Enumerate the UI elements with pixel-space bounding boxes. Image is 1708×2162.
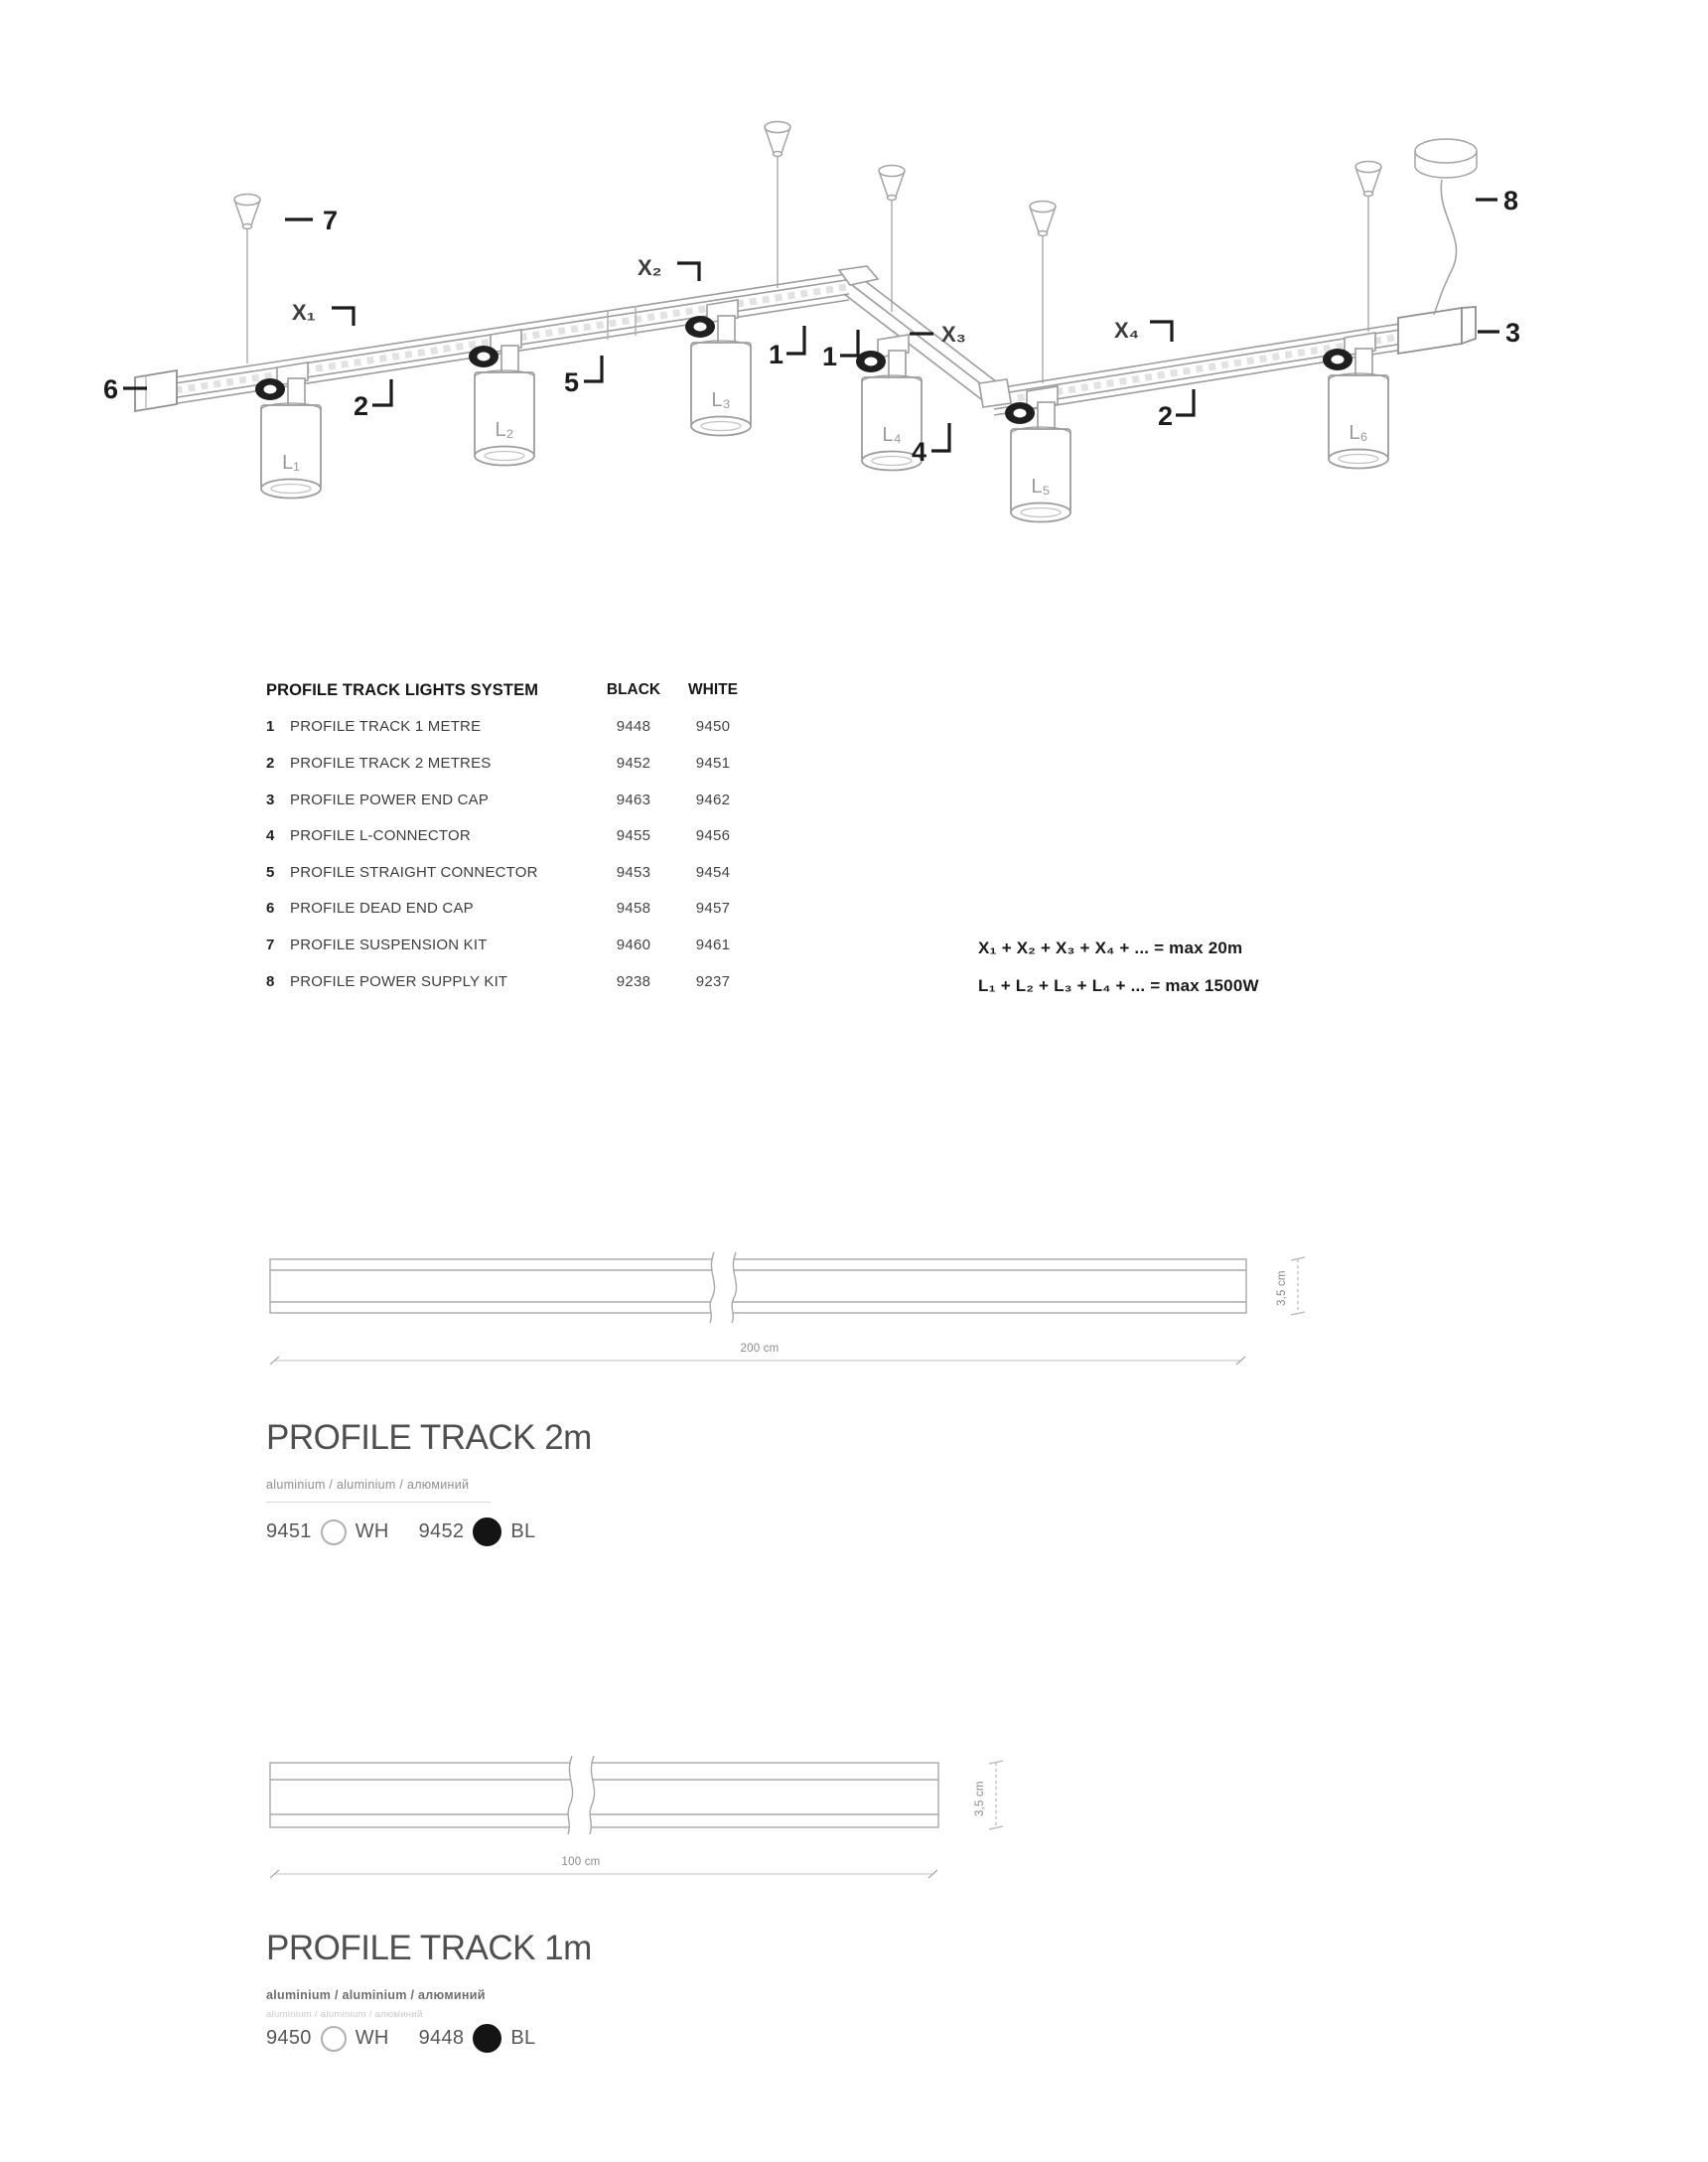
code-item xyxy=(419,1517,536,1546)
white-swatch-icon xyxy=(321,2026,347,2052)
length-dimension-label: 100 cm xyxy=(561,1856,601,1868)
finish-label: WH xyxy=(355,1520,389,1542)
lamp-label-l6: L₆ xyxy=(1349,422,1368,444)
finish-label: BL xyxy=(510,1520,536,1542)
row-num: 1 xyxy=(266,718,275,736)
row-num: 7 xyxy=(266,936,275,953)
spot-lamp-5 xyxy=(1005,386,1070,522)
row-code-white: 9461 xyxy=(695,936,731,953)
l-connector-bottom xyxy=(979,379,1011,407)
product-code: 9452 xyxy=(418,1520,465,1542)
row-code-black: 9463 xyxy=(616,791,651,808)
codes-row-track-2m xyxy=(266,1517,535,1546)
length-dimension-label: 200 cm xyxy=(740,1343,780,1355)
row-name: PROFILE POWER END CAP xyxy=(290,791,490,808)
callout-8: 8 xyxy=(1503,186,1519,216)
power-supply-kit xyxy=(1415,139,1477,315)
break-symbol xyxy=(568,1756,595,1834)
row-code-white: 9451 xyxy=(695,754,731,772)
height-dimension-label: 3,5 cm xyxy=(974,1781,986,1816)
track-runs xyxy=(149,274,1465,415)
spot-lamp-3 xyxy=(685,300,751,436)
row-name: PROFILE TRACK 1 METRE xyxy=(290,718,482,736)
track-1m-drawing xyxy=(266,1743,1061,1892)
dead-end-cap xyxy=(135,370,177,411)
row-num: 4 xyxy=(266,827,275,845)
row-code-black: 9460 xyxy=(616,936,651,953)
callout-x4: X₄ xyxy=(1114,318,1140,343)
finish-label: BL xyxy=(510,2027,536,2049)
column-header-white: WHITE xyxy=(688,681,738,699)
white-swatch-icon xyxy=(321,1519,347,1545)
row-code-black: 9452 xyxy=(616,754,651,772)
section-title-track-1m: PROFILE TRACK 1m xyxy=(266,1929,592,1967)
row-code-black: 9455 xyxy=(616,827,651,845)
suspension-kits xyxy=(234,122,1381,384)
code-item xyxy=(266,2026,389,2052)
black-swatch-icon xyxy=(473,1517,501,1546)
row-num: 5 xyxy=(266,863,275,881)
row-code-black: 9453 xyxy=(616,863,651,881)
section-subtitle-faint: aluminium / aluminium / алюминий xyxy=(266,2009,423,2020)
row-code-black: 9448 xyxy=(616,718,651,736)
section-title-track-2m: PROFILE TRACK 2m xyxy=(266,1418,592,1457)
finish-label: WH xyxy=(355,2027,389,2049)
callout-7: 7 xyxy=(323,206,339,235)
row-code-white: 9456 xyxy=(695,827,731,845)
code-item xyxy=(419,2024,536,2053)
callout-x1: X₁ xyxy=(292,300,316,325)
spot-lamps xyxy=(255,300,1388,522)
row-num: 8 xyxy=(266,972,275,990)
row-num: 2 xyxy=(266,754,275,772)
parts-table xyxy=(266,672,753,999)
lamp-label-l2: L₂ xyxy=(495,419,514,441)
length-dimension xyxy=(270,1357,1245,1365)
row-name: PROFILE L-CONNECTOR xyxy=(290,827,471,845)
codes-row-track-1m xyxy=(266,2024,535,2053)
max-load-formulas xyxy=(978,930,1259,1005)
length-dimension xyxy=(270,1870,937,1878)
row-code-white: 9454 xyxy=(695,863,731,881)
callout-2a: 2 xyxy=(354,391,369,421)
row-name: PROFILE DEAD END CAP xyxy=(290,900,474,918)
track-2m-drawing xyxy=(266,1236,1319,1375)
row-code-white: 9237 xyxy=(695,972,731,990)
row-code-black: 9458 xyxy=(616,900,651,918)
l-connector-top xyxy=(839,266,878,285)
power-end-cap xyxy=(1398,307,1476,354)
lamp-label-l1: L₁ xyxy=(282,452,300,474)
row-num: 6 xyxy=(266,900,275,918)
break-symbol xyxy=(710,1252,737,1323)
callout-5: 5 xyxy=(564,367,580,397)
system-diagram xyxy=(0,0,1708,556)
callout-1a: 1 xyxy=(769,340,784,369)
callout-6: 6 xyxy=(103,374,119,404)
black-swatch-icon xyxy=(473,2024,501,2053)
row-num: 3 xyxy=(266,791,275,808)
callout-2b: 2 xyxy=(1158,401,1174,431)
row-name: PROFILE TRACK 2 METRES xyxy=(290,754,492,772)
lamp-label-l3: L₃ xyxy=(711,389,731,411)
row-name: PROFILE POWER SUPPLY KIT xyxy=(290,972,508,990)
callout-1b: 1 xyxy=(822,342,838,371)
height-dimension xyxy=(1291,1257,1305,1315)
lamp-label-l5: L₅ xyxy=(1031,476,1051,498)
column-header-black: BLACK xyxy=(606,681,661,699)
section-subtitle-track-1m: aluminium / aluminium / алюминий xyxy=(266,1988,486,2002)
lamp-label-l4: L₄ xyxy=(882,424,902,446)
row-name: PROFILE SUSPENSION KIT xyxy=(290,936,488,953)
height-dimension xyxy=(989,1761,1003,1829)
callout-x3: X₃ xyxy=(941,322,966,347)
callout-4: 4 xyxy=(912,437,927,467)
callout-3: 3 xyxy=(1505,318,1521,348)
track-1m-profile xyxy=(270,1763,938,1827)
row-name: PROFILE STRAIGHT CONNECTOR xyxy=(290,863,538,881)
row-code-white: 9462 xyxy=(695,791,731,808)
height-dimension-label: 3,5 cm xyxy=(1276,1270,1288,1306)
divider-rule xyxy=(266,1502,491,1503)
callout-x2: X₂ xyxy=(638,255,662,280)
callout-leaders xyxy=(123,200,1499,451)
parts-table-title: PROFILE TRACK LIGHTS SYSTEM xyxy=(266,680,539,699)
track-2m-profile xyxy=(270,1259,1246,1313)
product-code: 9451 xyxy=(266,1520,312,1542)
section-subtitle-track-2m: aluminium / aluminium / алюминий xyxy=(266,1478,470,1492)
code-item xyxy=(266,1519,389,1545)
row-code-white: 9457 xyxy=(695,900,731,918)
product-code: 9450 xyxy=(266,2027,312,2049)
formula-max-length: X₁ + X₂ + X₃ + X₄ + ... = max 20m xyxy=(978,938,1243,957)
product-code: 9448 xyxy=(418,2027,465,2049)
row-code-black: 9238 xyxy=(616,972,651,990)
row-code-white: 9450 xyxy=(695,718,731,736)
formula-max-power: L₁ + L₂ + L₃ + L₄ + ... = max 1500W xyxy=(978,976,1259,995)
